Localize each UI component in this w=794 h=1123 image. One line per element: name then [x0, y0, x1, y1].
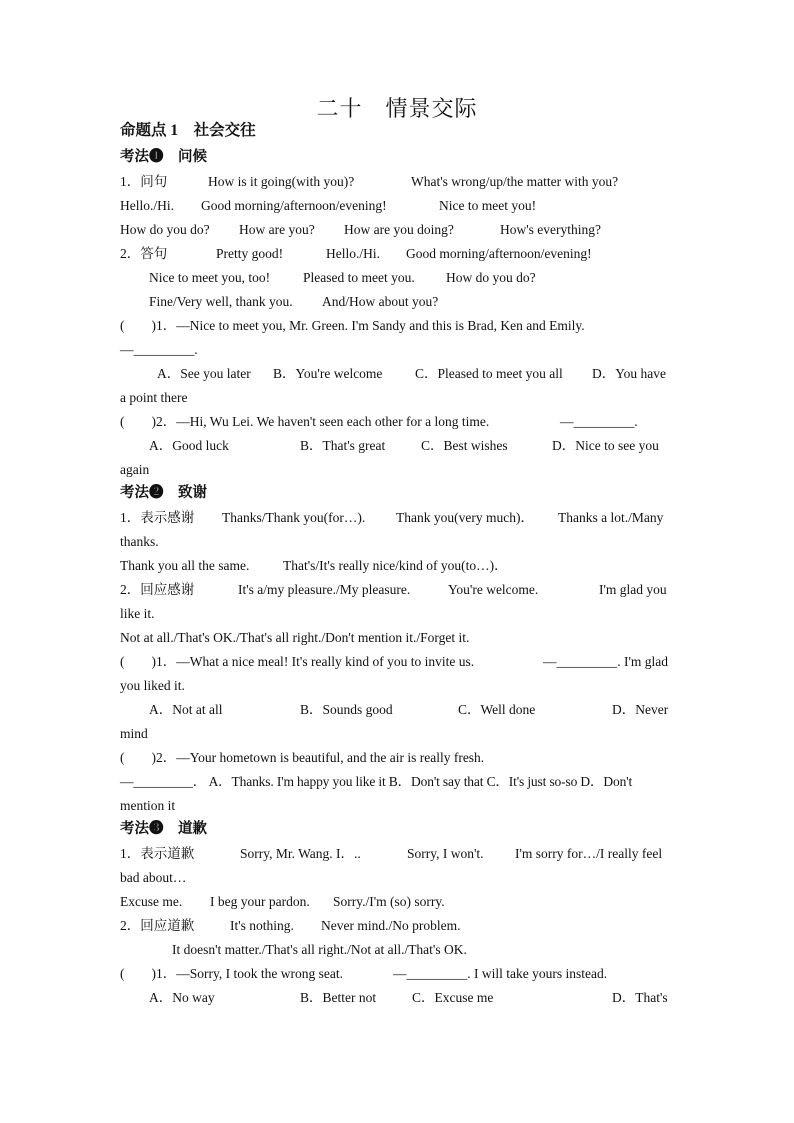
- option-d-continued: mind: [120, 726, 148, 741]
- option-a: A．Good luck: [149, 438, 229, 453]
- question-stem: ( )2．—Hi, Wu Lei. We haven't seen each other for a long time.: [120, 414, 490, 429]
- kaofa2-exp-4: Thank you all the same.: [120, 558, 250, 573]
- kaofa1-ans-4: Nice to meet you, too!: [149, 270, 271, 285]
- kaofa3-exp-3-continued: bad about…: [120, 870, 187, 885]
- question-stem: ( )2．—Your hometown is beautiful, and the air is really fresh.: [120, 750, 485, 765]
- kaofa2-exp-5: That's/It's really nice/kind of you(to…)．: [283, 558, 508, 573]
- kaofa1-ans-3: Good morning/afternoon/evening!: [406, 246, 592, 261]
- kaofa1-heading: 考法❶ 问候: [120, 149, 207, 165]
- kaofa1-ans-2: Hello./Hi.: [326, 246, 380, 261]
- kaofa2-rep-label: 2．回应感谢: [120, 582, 195, 597]
- option-d-continued: again: [120, 462, 150, 477]
- option-a: A．Not at all: [149, 702, 223, 717]
- kaofa2-heading: 考法❷ 致谢: [120, 485, 207, 501]
- question-stem: ( )1．—Sorry, I took the wrong seat.: [120, 966, 343, 981]
- kaofa2-exp-3-continued: thanks.: [120, 534, 159, 549]
- answer-blank: —_________.: [560, 414, 638, 429]
- option-d: D．Never: [612, 702, 669, 717]
- kaofa3-exp-6: Sorry./I'm (so) sorry.: [333, 894, 445, 909]
- question-continued: you liked it.: [120, 678, 185, 693]
- option-b: B．You're welcome: [273, 366, 383, 381]
- kaofa1-ask-label: 1．问句: [120, 174, 168, 189]
- kaofa1-ans-label: 2．答句: [120, 246, 168, 261]
- kaofa3-rep-2: Never mind./No problem.: [321, 918, 461, 933]
- option-b: B．That's great: [300, 438, 386, 453]
- option-d: D．Nice to see you: [552, 438, 659, 453]
- kaofa2-exp-3: Thanks a lot./Many: [558, 510, 664, 525]
- kaofa1-ask-7: How are you?: [239, 222, 315, 237]
- option-a: A．No way: [149, 990, 215, 1005]
- kaofa3-exp-label: 1．表示道歉: [120, 846, 195, 861]
- question-stem: ( )1．—Nice to meet you, Mr. Green. I'm Sandy and this is Brad, Ken and Emily.: [120, 318, 585, 333]
- option-d: D．That's: [612, 990, 668, 1005]
- kaofa1-ans-7: Fine/Very well, thank you.: [149, 294, 293, 309]
- option-c: C．Excuse me: [412, 990, 494, 1005]
- kaofa1-ans-6: How do you do?: [446, 270, 536, 285]
- kaofa3-exp-1: Sorry, Mr. Wang. I．..: [240, 846, 361, 861]
- kaofa3-exp-4: Excuse me.: [120, 894, 183, 909]
- kaofa3-rep-label: 2．回应道歉: [120, 918, 195, 933]
- option-d: D．You have: [592, 366, 667, 381]
- kaofa3-exp-2: Sorry, I won't.: [407, 846, 484, 861]
- kaofa2-rep-3-continued: like it.: [120, 606, 155, 621]
- option-b: B．Better not: [300, 990, 377, 1005]
- kaofa2-rep-2: You're welcome.: [448, 582, 539, 597]
- kaofa1-ans-5: Pleased to meet you.: [303, 270, 415, 285]
- kaofa3-rep-1: It's nothing.: [230, 918, 294, 933]
- kaofa2-exp-label: 1．表示感谢: [120, 510, 195, 525]
- kaofa1-ask-6: How do you do?: [120, 222, 210, 237]
- page-title: 二十 情景交际: [316, 96, 478, 121]
- kaofa1-ask-2: What's wrong/up/the matter with you?: [411, 174, 619, 189]
- kaofa1-ans-1: Pretty good!: [216, 246, 284, 261]
- question-stem: ( )1．—What a nice meal! It's really kind of you to invite us.: [120, 654, 475, 669]
- option-c: C．Best wishes: [421, 438, 508, 453]
- answer-blank: —_________. I will take yours instead.: [393, 966, 608, 981]
- answer-blank: —_________.: [120, 342, 198, 357]
- kaofa3-rep-3: It doesn't matter./That's all right./Not at all./That's OK.: [172, 942, 467, 957]
- option-d-continued: a point there: [120, 390, 188, 405]
- option-c: C．Well done: [458, 702, 536, 717]
- kaofa1-ask-5: Nice to meet you!: [439, 198, 537, 213]
- kaofa2-rep-1: It's a/my pleasure./My pleasure.: [238, 582, 411, 597]
- kaofa1-ask-1: How is it going(with you)?: [208, 174, 355, 189]
- kaofa1-ask-8: How are you doing?: [344, 222, 454, 237]
- section-heading: 命题点 1 社会交往: [120, 122, 256, 139]
- kaofa1-ans-8: And/How about you?: [322, 294, 439, 309]
- option-d-continued: mention it: [120, 798, 176, 813]
- option-b: B．Sounds good: [300, 702, 393, 717]
- kaofa2-rep-4: Not at all./That's OK./That's all right./Don't mention it./Forget it.: [120, 630, 470, 645]
- option-a: A．See you later: [157, 366, 251, 381]
- kaofa3-heading: 考法❸ 道歉: [120, 821, 207, 837]
- kaofa2-exp-1: Thanks/Thank you(for…).: [222, 510, 366, 525]
- kaofa3-exp-5: I beg your pardon.: [210, 894, 310, 909]
- kaofa1-ask-4: Good morning/afternoon/evening!: [201, 198, 387, 213]
- kaofa2-rep-3: I'm glad you: [599, 582, 667, 597]
- answer-blank: —_________. I'm glad: [543, 654, 669, 669]
- kaofa2-exp-2: Thank you(very much)．: [396, 510, 534, 525]
- option-c: C．Pleased to meet you all: [415, 366, 563, 381]
- kaofa1-ask-9: How's everything?: [500, 222, 602, 237]
- answer-blank-with-options: —_________． A．Thanks. I'm happy you like it B．Don't say that C．It's just so-so D．Don't: [120, 774, 633, 789]
- kaofa3-exp-3: I'm sorry for…/I really feel: [515, 846, 663, 861]
- kaofa1-ask-3: Hello./Hi.: [120, 198, 174, 213]
